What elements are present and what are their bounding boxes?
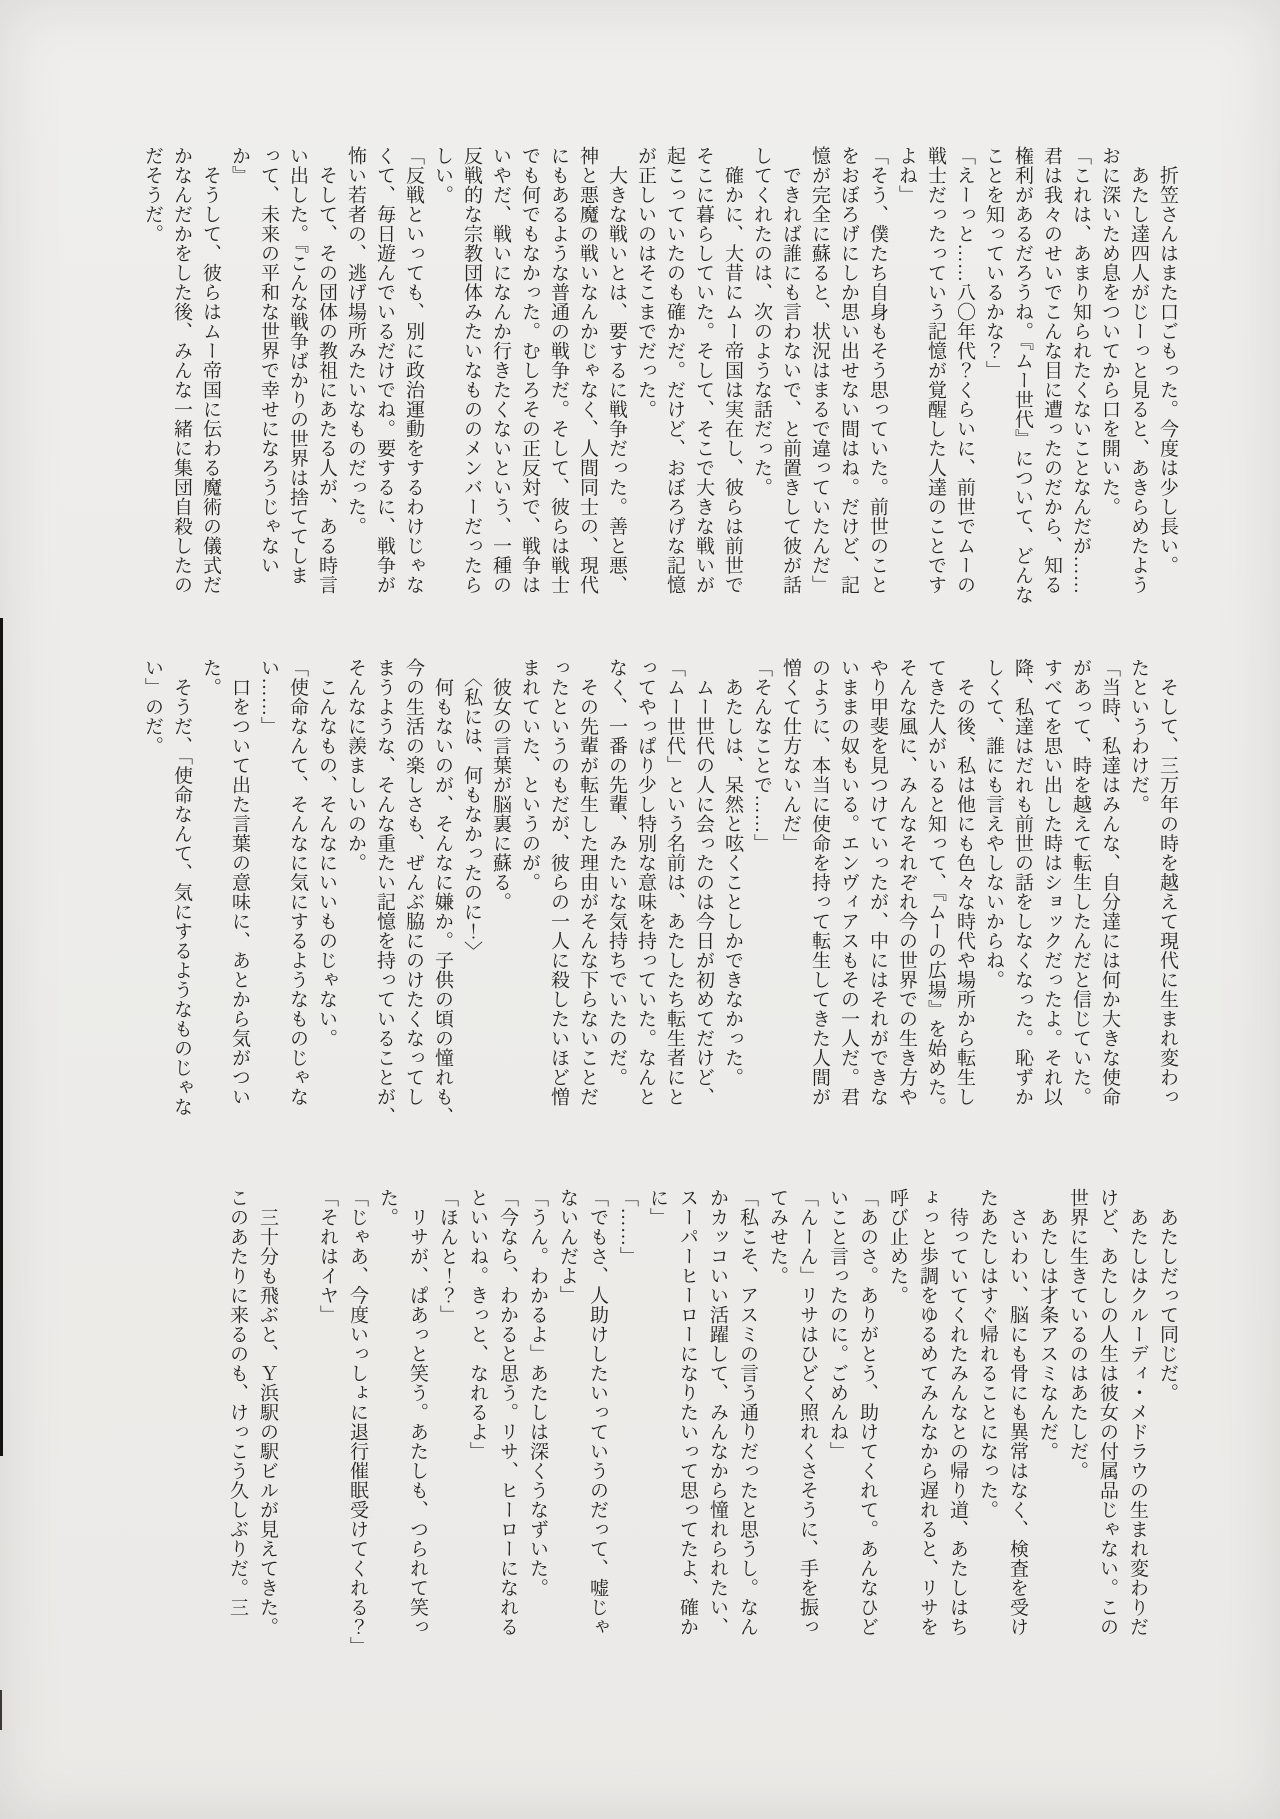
text-column: そして、三万年の時を越えて現代に生まれ変わっ xyxy=(1157,658,1178,1107)
text-column: 世界に生きているのはあたしだ。 xyxy=(1067,1188,1088,1481)
text-column: に」 xyxy=(647,1188,668,1227)
text-column: のように、本当に使命を持って転生してきた人間が xyxy=(809,658,830,1107)
text-column: まうような、そんな重たい記憶を持っていることが、 xyxy=(374,658,395,1126)
text-column: か』 xyxy=(229,146,250,185)
text-column: すべてを思い出した時はショックだったよ。それ以 xyxy=(1041,658,1062,1107)
text-column: い」のだ。 xyxy=(142,658,163,756)
text-column: た。 xyxy=(200,658,221,697)
text-column: その後、私は他にも色々な時代や場所から転生し xyxy=(954,658,975,1107)
text-column: い出した。『こんな戦争ばかりの世界は捨ててしま xyxy=(287,146,308,585)
text-column: てみせた。 xyxy=(767,1188,788,1286)
text-column: でも何でもなかった。むしろその正反対で、戦争は xyxy=(519,146,540,595)
text-column: 「私こそ、アスミの言う通りだったと思うし。なん xyxy=(737,1188,758,1637)
text-column: といいね。きっと、なれるよ」 xyxy=(467,1188,488,1461)
text-column: できれば誰にも言わないで、と前置きして彼が話 xyxy=(780,146,801,595)
text-column: 「……」 xyxy=(617,1188,638,1266)
text-column: 「ムー世代」という名前は、あたしたち転生者にと xyxy=(664,658,685,1107)
text-column: 確かに、大昔にムー帝国は実在し、彼らは前世で xyxy=(722,146,743,595)
text-column: って、未来の平和な世界で幸せになろうじゃない xyxy=(258,146,279,575)
text-column: ことを知っているかな？」 xyxy=(983,146,1004,380)
text-column: があって、時を越えて転生したんだと信じていた。 xyxy=(1070,658,1091,1107)
text-column: いこと言ったのに。ごめんね」 xyxy=(827,1188,848,1461)
text-column: たというわけだ。 xyxy=(1128,658,1149,814)
scene-break-gap xyxy=(282,1188,312,1733)
text-column: 三十分も飛ぶと、Ｙ浜駅の駅ビルが見えてきた。 xyxy=(257,1188,278,1637)
text-column: 「ほんと！？」 xyxy=(437,1188,458,1325)
text-column: いままの奴もいる。エンヴィアスもその一人だ。君 xyxy=(838,658,859,1107)
text-column: スーパーヒーローになりたいって思ってたよ、確か xyxy=(677,1188,698,1637)
text-column: 「じゃあ、今度いっしょに退行催眠受けてくれる？」 xyxy=(347,1188,368,1656)
text-column: 戦士だったっていう記憶が覚醒した人達のことです xyxy=(925,146,946,595)
text-column: ょっと歩調をゆるめてみんなから遅れると、リサを xyxy=(917,1188,938,1637)
text-column: あたしは才条アスミなんだ。 xyxy=(1037,1188,1058,1461)
text-column: 「あのさ。ありがとう、助けてくれて。あんなひど xyxy=(857,1188,878,1637)
text-column: 「これは、あまり知られたくないことなんだが…… xyxy=(1070,146,1091,595)
text-column: が正しいのはそこまでだった。 xyxy=(635,146,656,419)
text-column: あたしはクルーディ・メドラウの生まれ変わりだ xyxy=(1127,1188,1148,1637)
text-column: かカッコいい活躍して、みんなから憧れられたい、 xyxy=(707,1188,728,1637)
text-column: にもあるような普通の戦争だ。そして、彼らは戦士 xyxy=(548,146,569,595)
text-column: 大きな戦いとは、要するに戦争だった。善と悪、 xyxy=(606,146,627,595)
text-column: をおぼろげにしか思い出せない間はね。だけど、記 xyxy=(838,146,859,595)
text-column: かなんだかをした後、みんな一緒に集団自殺したの xyxy=(171,146,192,595)
text-column: しい。 xyxy=(432,146,453,205)
text-column: あたし達四人がじーっと見ると、あきらめたよう xyxy=(1128,146,1149,595)
text-column: ないんだよ」 xyxy=(557,1188,578,1305)
text-column: 「今なら、わかると思う。リサ、ヒーローになれる xyxy=(497,1188,518,1637)
text-column: そうして、彼らはムー帝国に伝わる魔術の儀式だ xyxy=(200,146,221,595)
text-column: 「うん。わかるよ」あたしは深くうなずいた。 xyxy=(527,1188,548,1598)
text-column: 怖い若者の、逃げ場所みたいなものだった。 xyxy=(345,146,366,536)
text-column: 君は我々のせいでこんな目に遭ったのだから、知る xyxy=(1041,146,1062,595)
text-column: なく、一番の先輩、みたいな気持ちでいたのだ。 xyxy=(606,658,627,1087)
text-column: そんなに羨ましいのか。 xyxy=(345,658,366,873)
text-column: リサが、ぱあっと笑う。あたしも、つられて笑っ xyxy=(407,1188,428,1637)
text-column: その先輩が転生した理由がそんな下らないことだ xyxy=(577,658,598,1107)
text-column: してくれたのは、次のような話だった。 xyxy=(751,146,772,497)
text-column: 折笠さんはまた口ごもった。今度は少し長い。 xyxy=(1157,146,1178,575)
text-column: あたしは、呆然と呟くことしかできなかった。 xyxy=(722,658,743,1087)
text-column: 反戦的な宗教団体みたいなもののメンバーだったら xyxy=(461,146,482,595)
text-column: そこに暮らしていた。そして、そこで大きな戦いが xyxy=(693,146,714,595)
text-column: 〈私には、何もなかったのに！〉 xyxy=(461,658,482,961)
text-column: こんなもの、そんなにいいものじゃない。 xyxy=(316,658,337,1048)
text-column: 権利があるだろうね。『ムー世代』について、どんな xyxy=(1012,146,1033,605)
text-column: このあたりに来るのも、けっこう久しぶりだ。三 xyxy=(227,1188,248,1617)
text-column: そんな風に、みんなそれぞれ今の世界での生き方や xyxy=(896,658,917,1107)
text-column: 憶が完全に蘇ると、状況はまるで違っていたんだ」 xyxy=(809,146,830,595)
text-column: た。 xyxy=(377,1188,398,1227)
text-column: 「当時、私達はみんな、自分達には何か大きな使命 xyxy=(1099,658,1120,1107)
text-column: 何もないのが、そんなに嫌か。子供の頃の憧れも、 xyxy=(432,658,453,1126)
text-column: 今の生活の楽しさも、ぜんぶ脇にのけたくなってし xyxy=(403,658,424,1107)
text-column: しくて、誰にも言えやしないからね。 xyxy=(983,658,1004,990)
text-column: い……」 xyxy=(258,658,279,736)
text-column: 「それはイヤ」 xyxy=(317,1188,338,1325)
text-column: ってやっぱり少し特別な意味を持っていた。なんと xyxy=(635,658,656,1107)
text-column: いやだ、戦いになんか行きたくないという、一種の xyxy=(490,146,511,595)
text-column: さいわい、脳にも骨にも異常はなく、検査を受け xyxy=(1007,1188,1028,1637)
text-column: ムー世代の人に会ったのは今日が初めてだけど、 xyxy=(693,658,714,1107)
text-column: あたしだって同じだ。 xyxy=(1157,1188,1178,1403)
text-column: 「んーん」リサはひどく照れくさそうに、手を振っ xyxy=(797,1188,818,1637)
text-column: だそうだ。 xyxy=(142,146,163,244)
text-column: 「そう、僕たち自身もそう思っていた。前世のこと xyxy=(867,146,888,595)
text-column: 神と悪魔の戦いなんかじゃなく、人間同士の、現代 xyxy=(577,146,598,595)
text-column: そして、その団体の教祖にあたる人が、ある時言 xyxy=(316,146,337,595)
text-column: 「えーっと……八〇年代？くらいに、前世でムーの xyxy=(954,146,975,595)
text-column: やり甲斐を見つけていったが、中にはそれができな xyxy=(867,658,888,1107)
text-column: 憎くて仕方ないんだ」 xyxy=(780,658,801,853)
text-column: 「使命なんて、そんなに気にするようなものじゃな xyxy=(287,658,308,1107)
text-column: 待っていてくれたみんなとの帰り道、あたしはち xyxy=(947,1188,968,1637)
text-column: 彼女の言葉が脳裏に蘇る。 xyxy=(490,658,511,912)
text-column: くて、毎日遊んでいるだけでね。要するに、戦争が xyxy=(374,146,395,595)
text-section-bottom xyxy=(222,1188,1182,1733)
scan-edge-artifact xyxy=(0,618,3,1456)
text-column: けど、あたしの人生は彼女の付属品じゃない。この xyxy=(1097,1188,1118,1637)
text-column: よね」 xyxy=(896,146,917,205)
text-column: 口をついて出た言葉の意味に、あとから気がつい xyxy=(229,658,250,1107)
scan-edge-artifact-small xyxy=(0,1690,2,1730)
text-column: まれていた、というのが。 xyxy=(519,658,540,892)
text-column: ったというのもだが、彼らの一人に殺したいほど憎 xyxy=(548,658,569,1107)
text-column: 降、私達はだれも前世の話をしなくなった。恥ずか xyxy=(1012,658,1033,1107)
text-column: 起こっていたのも確かだ。だけど、おぼろげな記憶 xyxy=(664,146,685,595)
text-section-middle xyxy=(138,658,1182,1203)
text-column: 呼び止めた。 xyxy=(887,1188,908,1305)
text-column: 「そんなことで……」 xyxy=(751,658,772,853)
text-column: たあたしはすぐ帰れることになった。 xyxy=(977,1188,998,1520)
text-column: てきた人がいると知って、『ムーの広場』を始めた。 xyxy=(925,658,946,1117)
text-column: おに深いため息をついてから口を開いた。 xyxy=(1099,146,1120,517)
text-column: 「でもさ、人助けしたいっていうのだって、嘘じゃ xyxy=(587,1188,608,1637)
text-section-top xyxy=(138,146,1182,691)
text-column: 「反戦といっても、別に政治運動をするわけじゃな xyxy=(403,146,424,595)
text-column: そうだ、「使命なんて、気にするようなものじゃな xyxy=(171,658,192,1117)
